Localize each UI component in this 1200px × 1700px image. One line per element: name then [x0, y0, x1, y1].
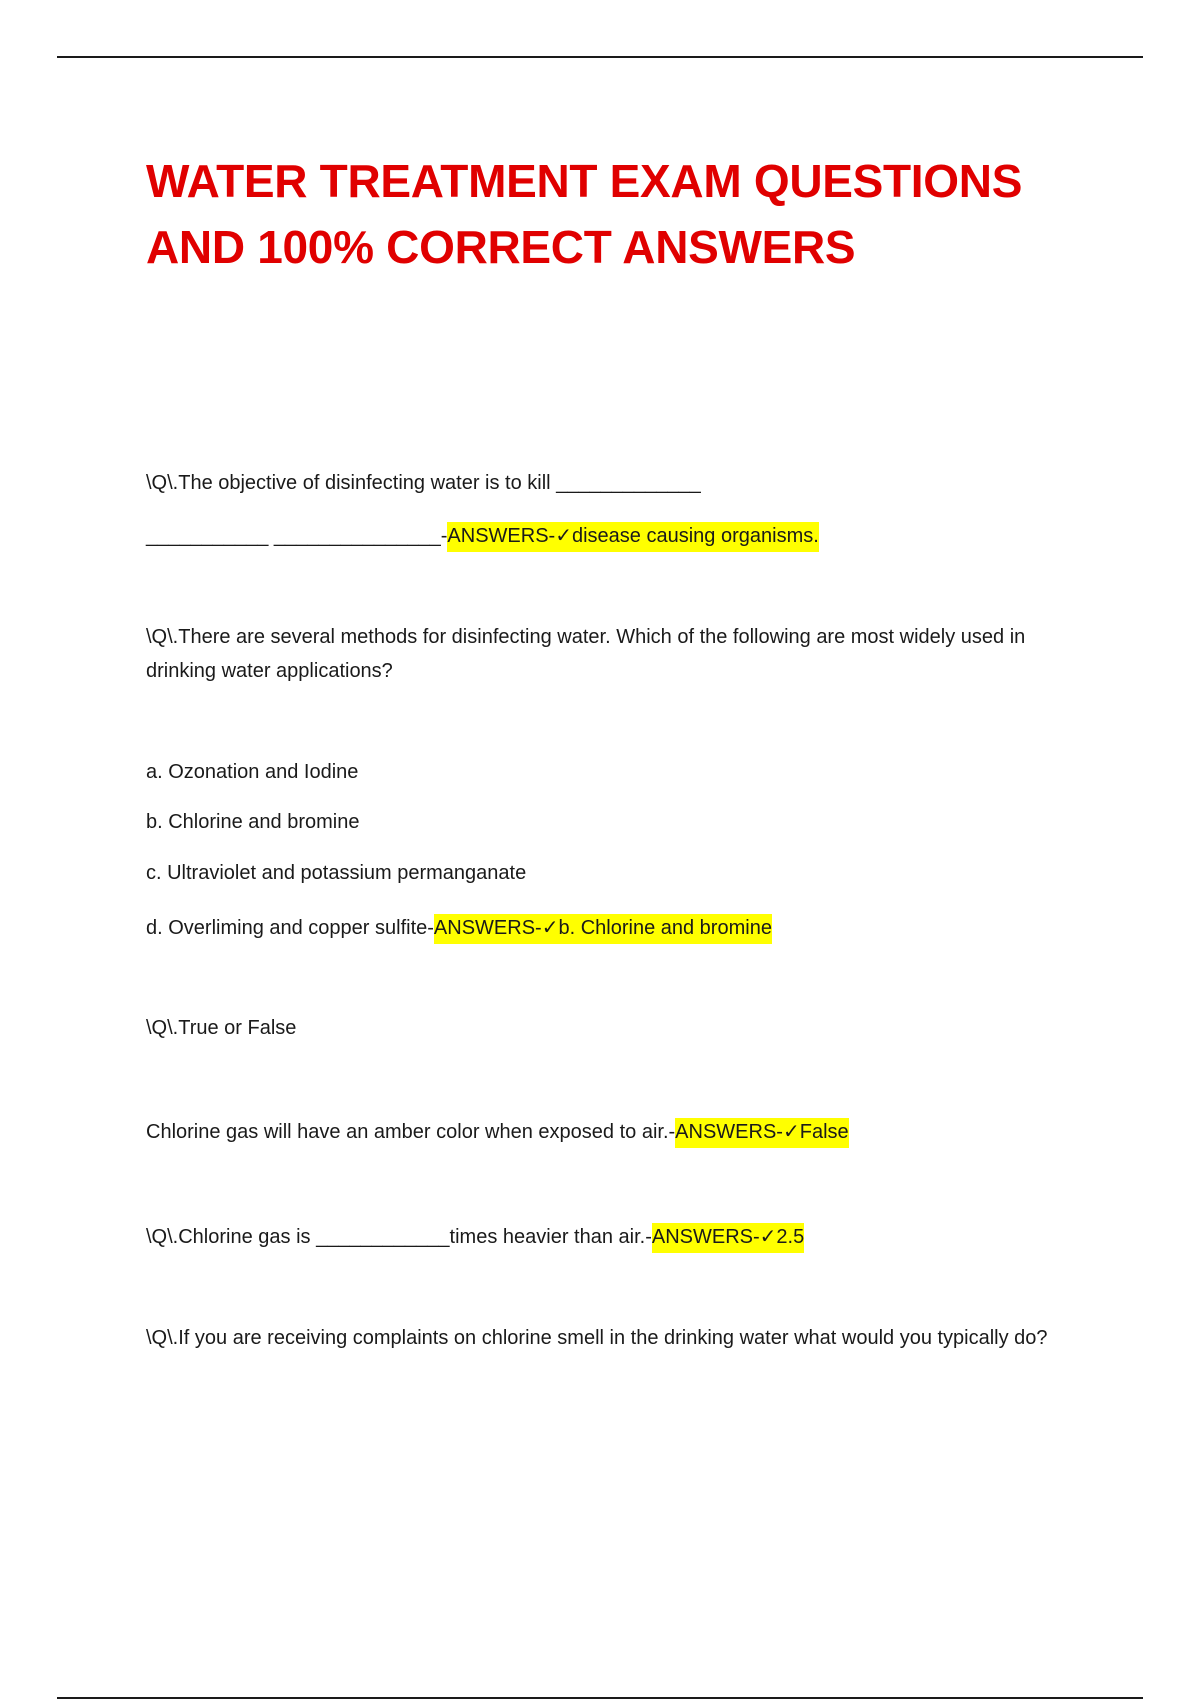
checkmark-icon: ✓: [782, 1119, 800, 1143]
question-5-stem: \Q\.If you are receiving complaints on chlorine smell in the drinking water what would you typically do?: [146, 1327, 1048, 1349]
answer-label: ANSWERS-: [447, 525, 556, 547]
question-1-answer-line: [146, 518, 819, 553]
question-2-answer: [434, 914, 772, 944]
question-4-answer: [652, 1223, 804, 1253]
question-2-option-b: b. Chlorine and bromine: [146, 811, 360, 833]
answer-label: ANSWERS-: [433, 917, 542, 939]
checkmark-icon: ✓: [541, 915, 559, 939]
answer-text: b. Chlorine and bromine: [558, 917, 772, 939]
checkmark-icon: ✓: [759, 1224, 777, 1248]
checkmark-icon: ✓: [555, 523, 572, 547]
document-title: [146, 148, 1106, 280]
bottom-rule: [57, 1697, 1143, 1699]
title-line-1: WATER TREATMENT EXAM QUESTIONS: [146, 155, 1023, 207]
question-3-answer: [675, 1118, 848, 1148]
answer-text: False: [799, 1121, 849, 1143]
answer-label: ANSWERS-: [651, 1226, 760, 1248]
question-3-statement: Chlorine gas will have an amber color when exposed to air.-: [146, 1121, 676, 1143]
top-rule: [57, 56, 1143, 58]
question-3-statement-line: [146, 1114, 849, 1149]
answer-text: 2.5: [776, 1226, 805, 1248]
answer-text: disease causing organisms.: [571, 525, 819, 547]
question-1-answer: [447, 522, 818, 552]
question-2-stem: \Q\.There are several methods for disinfecting water. Which of the following are most widely used in drinking water applications?: [146, 626, 1026, 682]
question-2-option-a: a. Ozonation and Iodine: [146, 761, 359, 783]
answer-label: ANSWERS-: [675, 1121, 783, 1143]
title-line-2: AND 100% CORRECT ANSWERS: [146, 221, 856, 273]
question-3-stem: \Q\.True or False: [146, 1017, 297, 1039]
question-2-option-c: c. Ultraviolet and potassium permanganate: [146, 862, 527, 884]
question-1-blanks: ___________ _______________-: [146, 525, 448, 547]
question-4-line: [146, 1219, 804, 1254]
question-4-stem: \Q\.Chlorine gas is ____________times heavier than air.-: [146, 1226, 652, 1248]
question-2-option-d: [146, 910, 772, 945]
question-1-stem: \Q\.The objective of disinfecting water is to kill _____________: [146, 472, 701, 494]
option-d-text: d. Overliming and copper sulfite-: [146, 917, 434, 939]
